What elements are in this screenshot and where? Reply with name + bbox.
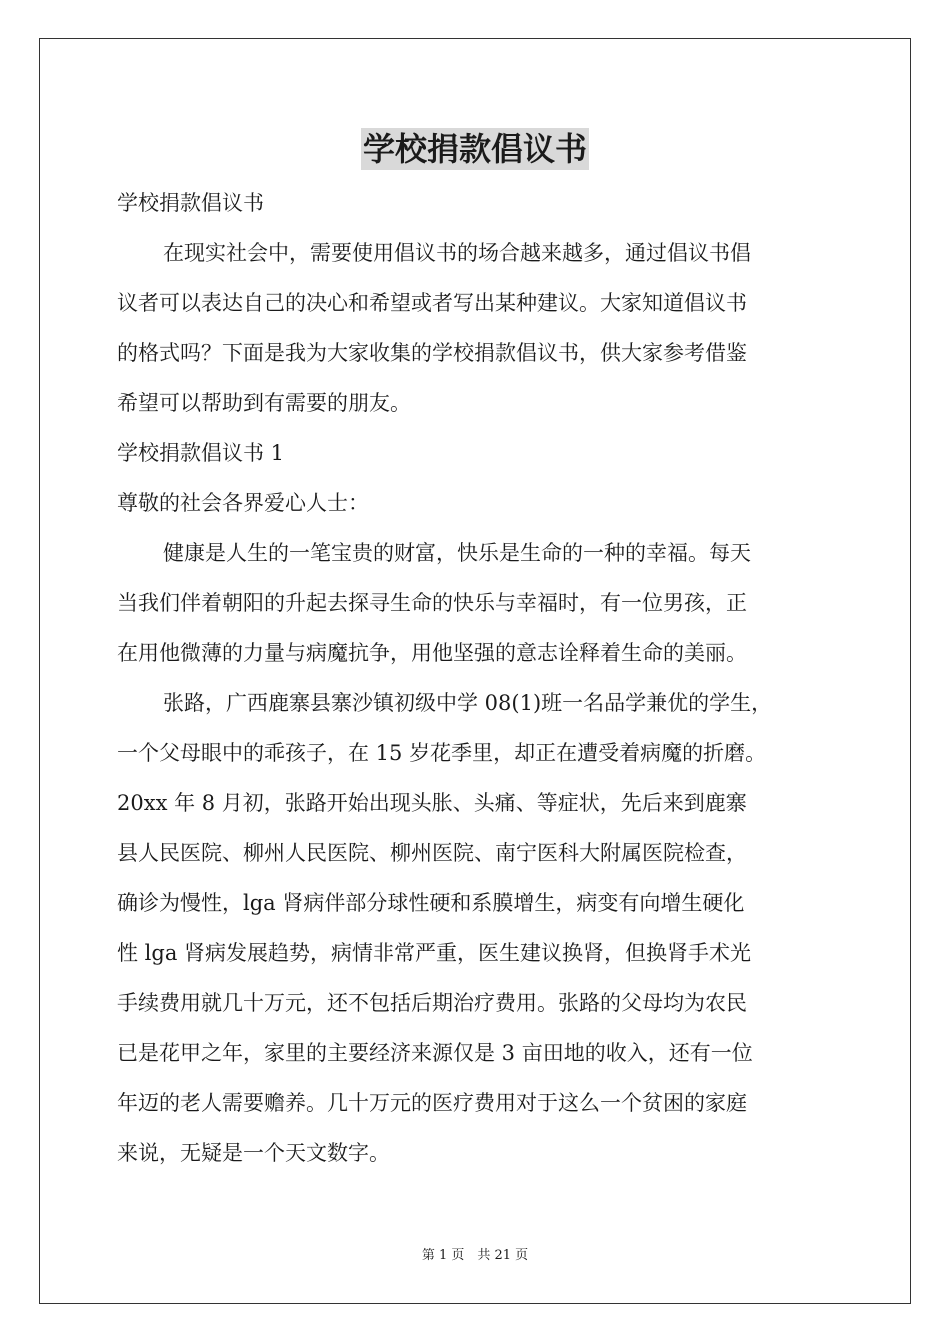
body-line: 当我们伴着朝阳的升起去探寻生命的快乐与幸福时，有一位男孩，正 bbox=[117, 591, 747, 615]
body-line: 学校捐款倡议书 1 bbox=[117, 441, 285, 465]
title-container bbox=[0, 128, 950, 170]
page-footer: 第 1 页 共 21 页 bbox=[421, 1248, 529, 1263]
body-line: 确诊为慢性，lga 肾病伴部分球性硬和系膜增生，病变有向增生硬化 bbox=[117, 891, 745, 915]
body-line: 20xx 年 8 月初，张路开始出现头胀、头痛、等症状，先后来到鹿寨 bbox=[117, 791, 747, 815]
body-line: 张路，广西鹿寨县寨沙镇初级中学 08(1)班一名品学兼优的学生， bbox=[163, 691, 773, 715]
body-line: 尊敬的社会各界爱心人士： bbox=[117, 491, 369, 515]
body-line: 手续费用就几十万元，还不包括后期治疗费用。张路的父母均为农民 bbox=[117, 991, 747, 1015]
body-line: 希望可以帮助到有需要的朋友。 bbox=[117, 391, 411, 415]
body-line: 来说，无疑是一个天文数字。 bbox=[117, 1141, 390, 1165]
body-line: 县人民医院、柳州人民医院、柳州医院、南宁医科大附属医院检查， bbox=[117, 841, 747, 865]
body-line: 在用他微薄的力量与病魔抗争，用他坚强的意志诠释着生命的美丽。 bbox=[117, 641, 747, 665]
body-line: 学校捐款倡议书 bbox=[117, 191, 264, 215]
document-body bbox=[117, 178, 837, 1178]
body-line: 健康是人生的一笔宝贵的财富，快乐是生命的一种的幸福。每天 bbox=[163, 541, 751, 565]
body-line: 的格式吗？下面是我为大家收集的学校捐款倡议书，供大家参考借鉴 bbox=[117, 341, 747, 365]
body-line: 已是花甲之年，家里的主要经济来源仅是 3 亩田地的收入，还有一位 bbox=[117, 1041, 753, 1065]
body-line: 一个父母眼中的乖孩子，在 15 岁花季里，却正在遭受着病魔的折磨。 bbox=[117, 741, 767, 765]
body-line: 性 lga 肾病发展趋势，病情非常严重，医生建议换肾，但换肾手术光 bbox=[117, 941, 752, 965]
document-title: 学校捐款倡议书 bbox=[362, 130, 587, 168]
body-line: 议者可以表达自己的决心和希望或者写出某种建议。大家知道倡议书 bbox=[117, 291, 747, 315]
body-line: 年迈的老人需要赡养。几十万元的医疗费用对于这么一个贫困的家庭 bbox=[117, 1091, 747, 1115]
body-line: 在现实社会中，需要使用倡议书的场合越来越多，通过倡议书倡 bbox=[163, 241, 751, 265]
